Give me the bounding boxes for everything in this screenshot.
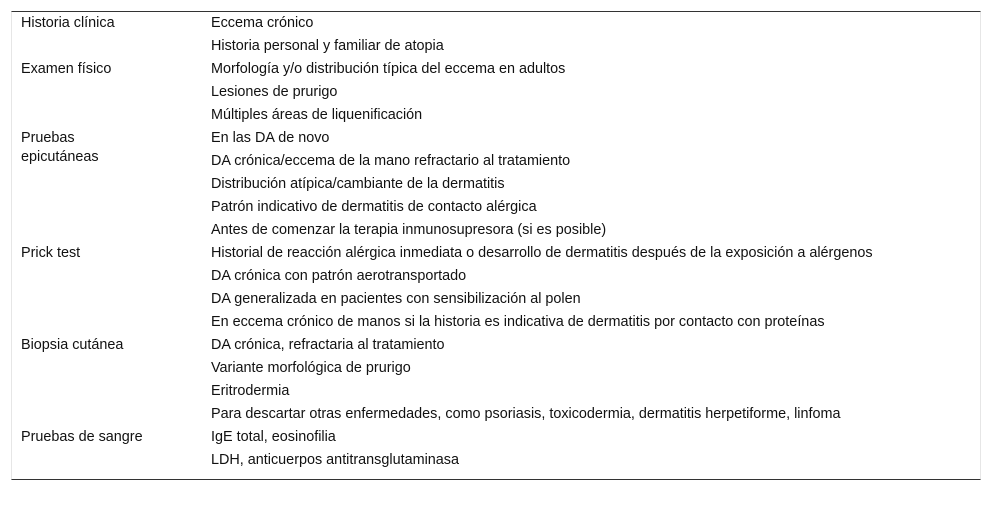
table-row [12,427,980,450]
item-cell: DA crónica con patrón aerotransportado [211,268,467,284]
table-row [12,59,980,82]
item-cell: Distribución atípica/cambiante de la dermatitis [211,176,505,192]
table-row [12,243,980,266]
item-cell: DA crónica, refractaria al tratamiento [211,337,445,353]
table-row [12,128,980,151]
item-cell: Para descartar otras enfermedades, como psoriasis, toxicodermia, dermatitis herpetiforme, linfoma [211,406,841,422]
item-cell: DA generalizada en pacientes con sensibilización al polen [211,291,581,307]
item-cell: Patrón indicativo de dermatitis de contacto alérgica [211,199,537,215]
item-cell: Morfología y/o distribución típica del eccema en adultos [211,61,566,77]
item-cell: DA crónica/eccema de la mano refractario al tratamiento [211,153,571,169]
category-cell: Pruebas epicutáneas [21,130,99,165]
item-cell: Eccema crónico [211,15,314,31]
category-cell: Examen físico [21,61,112,77]
item-cell: Historia personal y familiar de atopia [211,38,444,54]
category-cell: Biopsia cutánea [21,337,124,353]
category-cell: Pruebas de sangre [21,429,143,445]
item-cell: Lesiones de prurigo [211,84,338,100]
item-cell: LDH, anticuerpos antitransglutaminasa [211,452,459,468]
item-cell: Variante morfológica de prurigo [211,360,411,376]
item-cell: En las DA de novo [211,130,330,146]
diagnostic-table-container [11,11,981,480]
table-row [12,335,980,358]
category-cell: Historia clínica [21,15,115,31]
item-cell: Historial de reacción alérgica inmediata o desarrollo de dermatitis después de la exposición a alérgenos [211,245,873,261]
item-cell: Antes de comenzar la terapia inmunosupresora (si es posible) [211,222,607,238]
item-cell: Eritrodermia [211,383,290,399]
item-cell: Múltiples áreas de liquenificación [211,107,423,123]
item-cell: IgE total, eosinofilia [211,429,336,445]
category-cell: Prick test [21,245,81,261]
diagnostic-table [12,13,980,473]
table-row [12,13,980,36]
item-cell: En eccema crónico de manos si la historia es indicativa de dermatitis por contacto con proteínas [211,314,825,330]
